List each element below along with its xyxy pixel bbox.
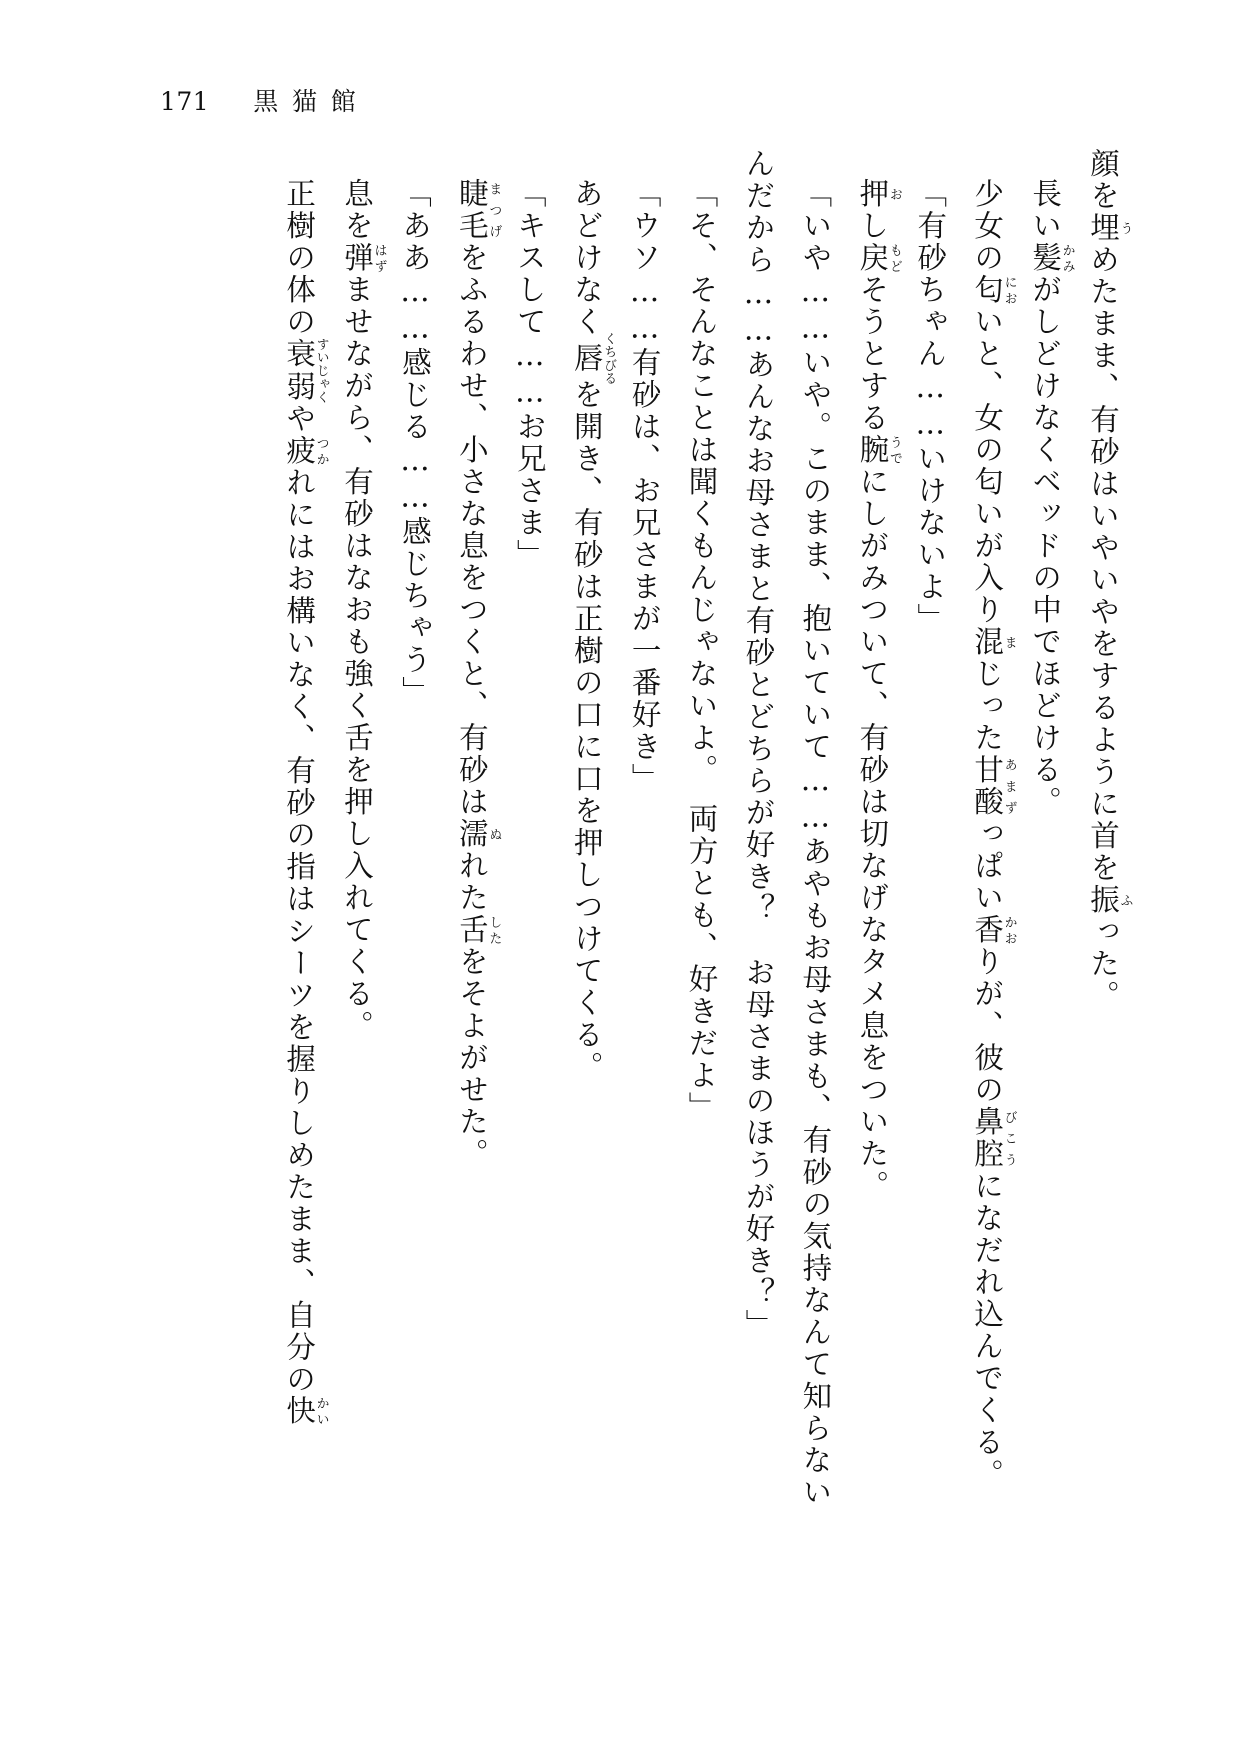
paragraph: 「有砂ちゃん……いけないよ」 — [913, 177, 948, 635]
ruby-text: 押お — [855, 177, 902, 210]
ruby-text: 唇くちびる — [569, 331, 617, 385]
ruby-text: 腕うで — [855, 433, 902, 466]
paragraph: 顔を埋うめたまま、有砂はいやいやをするように首を振ふった。 — [1086, 148, 1133, 1013]
ruby-text: 振ふ — [1086, 884, 1133, 917]
paragraph: 「ああ……感じる……感じちゃう」 — [397, 177, 432, 708]
ruby-text: 髪かみ — [1028, 241, 1075, 274]
ruby-text: 鼻腔びこう — [970, 1105, 1017, 1170]
ruby-text: 濡ぬ — [454, 817, 502, 850]
ruby-text: 混ま — [970, 625, 1017, 658]
ruby-text: 弾はず — [340, 241, 387, 274]
ruby-text: 戻もど — [855, 241, 902, 274]
paragraph: 少女の匂においと、女の匂いが入り混まじった甘酸あまずっぱい香かおりが、彼の鼻腔びこうになだれ込んでくる。 — [970, 177, 1017, 1490]
paragraph: 息を弾はずませながら、有砂はなおも強く舌を押し入れてくる。 — [340, 177, 387, 1042]
paragraph: 押おし戻もどそうとする腕うでにしがみついて、有砂は切なげなタメ息をついた。 — [855, 177, 902, 1202]
ruby-text: 埋う — [1086, 212, 1133, 245]
paragraph: 長い髪かみがしどけなくベッドの中でほどける。 — [1028, 177, 1075, 818]
book-title: 黒猫館 — [253, 87, 370, 116]
ruby-text: 睫毛まつげ — [454, 177, 502, 242]
paragraph: 「キスして……お兄さま」 — [512, 177, 547, 571]
ruby-text: 香かお — [970, 913, 1017, 946]
paragraph: 正樹の体の衰弱すいじゃくや疲つかれにはお構いなく、有砂の指はシーツを握りしめたまま、自分の快かい — [282, 177, 329, 1427]
ruby-text: 疲つか — [282, 434, 329, 467]
ruby-text: 甘酸あまず — [970, 753, 1017, 818]
ruby-text: 快かい — [282, 1394, 329, 1427]
paragraph: 「そ、そんなことは聞くもんじゃないよ。 両方とも、好きだよ」 — [684, 177, 719, 1123]
paragraph: 「いや……いや。このまま、抱いていて……あやもお母さまも、有砂の気持なんて知らないんだから……あんなお母さまと有砂とどちらが好き？ お母さまのほうが好き？」 — [741, 148, 833, 1508]
paragraph: 「ウソ……有砂は、お兄さまが一番好き」 — [627, 177, 662, 795]
ruby-text: 舌した — [454, 913, 502, 946]
paragraph: あどけなく唇くちびるを開き、有砂は正樹の口に口を押しつけてくる。 — [569, 177, 617, 1083]
running-head — [160, 82, 369, 118]
paragraph: 睫毛まつげをふるわせ、小さな息をつくと、有砂は濡ぬれた舌したをそよがせた。 — [454, 177, 502, 1170]
page-body-text — [122, 148, 1132, 1508]
page-number: 171 — [160, 87, 210, 116]
ruby-text: 匂にお — [970, 273, 1017, 306]
ruby-text: 衰弱すいじゃく — [282, 337, 329, 404]
